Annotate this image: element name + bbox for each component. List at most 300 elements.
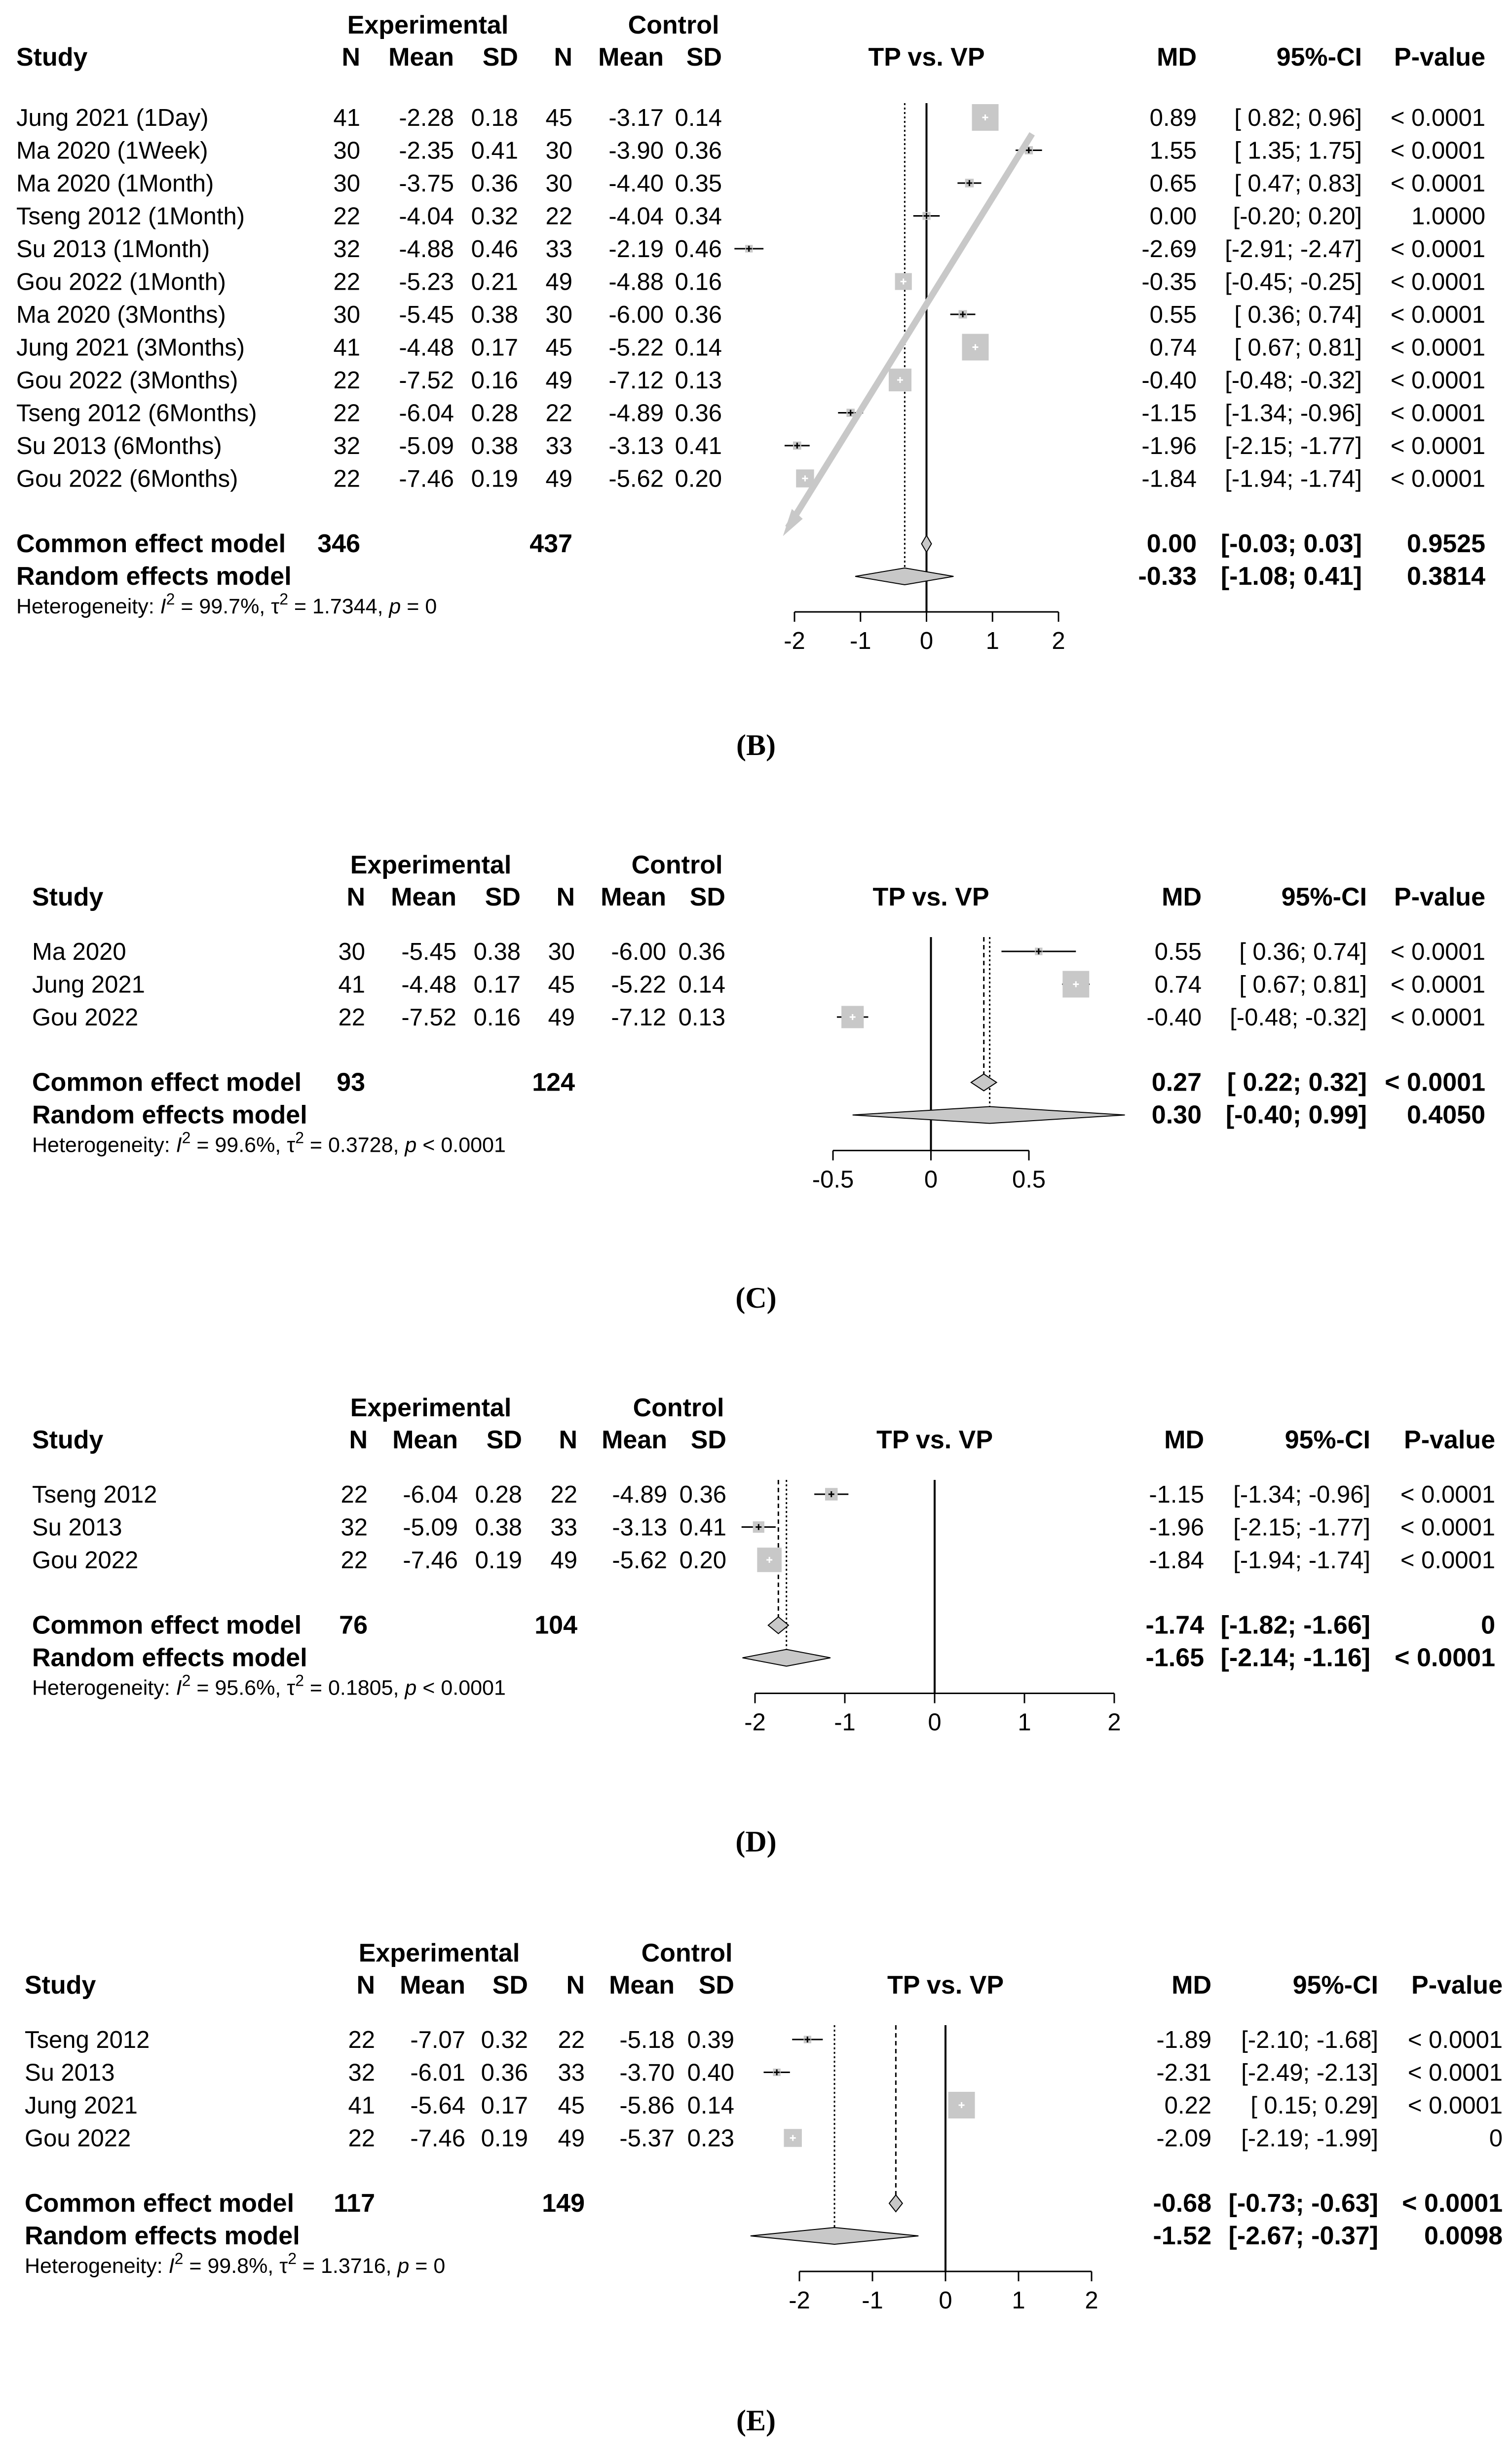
x-tick-label: 0 [919, 628, 934, 654]
ci-column-header: 95%-CI [1292, 1971, 1378, 2000]
mean-control: -5.18 [619, 2027, 675, 2053]
md-value: -1.84 [1149, 1547, 1204, 1574]
ci-value: [-2.19; -1.99] [1241, 2125, 1378, 2152]
p-value: < 0.0001 [1400, 1547, 1495, 1574]
mean-control: -7.12 [611, 1004, 666, 1031]
heterogeneity-rest2: = 1.3716, [296, 2254, 398, 2278]
sd-experimental: 0.17 [481, 2092, 528, 2119]
x-tick-label: 1 [1012, 2287, 1025, 2314]
random-ci-value: [-1.08; 0.41] [1220, 562, 1362, 591]
panel-caption: (C) [735, 1282, 777, 1314]
ci-column-header: 95%-CI [1285, 1426, 1370, 1454]
common-ci-value: [ 0.22; 0.32] [1227, 1068, 1367, 1097]
ci-value: [ 0.67; 0.81] [1234, 334, 1362, 361]
sd-control: 0.40 [687, 2059, 734, 2086]
heterogeneity-p: p [405, 1676, 417, 1700]
ci-value: [-2.15; -1.77] [1233, 1514, 1370, 1541]
forest-panel-e [25, 1939, 1503, 2314]
ci-column-header: 95%-CI [1276, 43, 1362, 72]
n-control: 30 [545, 137, 572, 164]
x-tick-label: 2 [1052, 628, 1065, 654]
random-md-value: 0.30 [1151, 1100, 1202, 1130]
random-effects-label: Random effects model [25, 2222, 300, 2250]
mean-experimental: -5.64 [410, 2092, 465, 2119]
ci-value: [ 0.82; 0.96] [1234, 105, 1362, 131]
mean-column-header: Mean [601, 883, 666, 911]
study-label: Gou 2022 [32, 1547, 139, 1574]
mean-experimental: -6.04 [399, 400, 454, 427]
md-value: -0.40 [1141, 367, 1197, 394]
mean-experimental: -4.48 [401, 971, 456, 998]
n-control: 22 [545, 203, 572, 230]
random-ci-value: [-2.14; -1.16] [1220, 1643, 1370, 1672]
study-label: Su 2013 (6Months) [16, 433, 222, 459]
md-value: 0.55 [1154, 939, 1202, 965]
md-value: -1.96 [1141, 433, 1197, 459]
common-md-value: -1.74 [1145, 1611, 1204, 1640]
random-ci-value: [-2.67; -0.37] [1228, 2222, 1378, 2250]
sd-experimental: 0.17 [473, 971, 521, 998]
mean-experimental: -5.45 [401, 939, 456, 965]
common-ci-value: [-1.82; -1.66] [1220, 1611, 1370, 1640]
sd-control: 0.20 [679, 1547, 726, 1574]
mean-control: -6.00 [611, 939, 666, 965]
sd-control: 0.36 [675, 400, 722, 427]
common-ci-value: [-0.03; 0.03] [1220, 529, 1362, 558]
n-control: 33 [545, 433, 572, 459]
heterogeneity-rest2: = 1.7344, [288, 595, 389, 618]
md-value: 0.65 [1149, 170, 1197, 197]
forest-panel-c [32, 851, 1485, 1193]
ci-value: [-1.34; -0.96] [1225, 400, 1362, 427]
mean-control: -4.89 [612, 1481, 667, 1508]
mean-column-header: Mean [598, 43, 664, 72]
control-group-header: Control [631, 851, 723, 879]
forest-panel-d [32, 1394, 1495, 1736]
random-effects-diamond [751, 2228, 918, 2244]
study-column-header: Study [32, 883, 104, 911]
md-value: -1.15 [1141, 400, 1197, 427]
sd-experimental: 0.18 [471, 105, 518, 131]
common-n-experimental: 93 [337, 1068, 365, 1097]
pvalue-column-header: P-value [1394, 43, 1485, 72]
p-value: < 0.0001 [1390, 170, 1485, 197]
n-control: 33 [545, 236, 572, 263]
n-experimental: 32 [340, 1514, 368, 1541]
panel-caption: (E) [736, 2404, 776, 2437]
common-effect-diamond [768, 1617, 789, 1634]
p-value: < 0.0001 [1390, 1004, 1485, 1031]
mean-experimental: -5.09 [403, 1514, 458, 1541]
n-experimental: 41 [333, 105, 360, 131]
ci-value: [-1.94; -1.74] [1225, 465, 1362, 492]
random-md-value: -1.65 [1145, 1643, 1204, 1672]
md-value: -0.35 [1141, 268, 1197, 296]
sd-control: 0.46 [675, 236, 722, 263]
sd-experimental: 0.36 [481, 2059, 528, 2086]
x-tick-label: -1 [834, 1709, 856, 1736]
ci-value: [ 1.35; 1.75] [1234, 137, 1362, 164]
heterogeneity-pre: Heterogeneity: [25, 2254, 169, 2278]
p-value: < 0.0001 [1407, 2059, 1503, 2086]
ci-value: [-1.94; -1.74] [1233, 1547, 1370, 1574]
n-experimental: 22 [348, 2125, 375, 2152]
common-md-value: 0.27 [1151, 1068, 1202, 1097]
sd-experimental: 0.19 [481, 2125, 528, 2152]
mean-experimental: -6.01 [410, 2059, 465, 2086]
control-group-header: Control [628, 11, 719, 39]
plot-title: TP vs. VP [872, 883, 989, 911]
heterogeneity-p: p [389, 595, 401, 618]
p-value: < 0.0001 [1390, 302, 1485, 328]
n-experimental: 22 [348, 2027, 375, 2053]
n-column-header: N [346, 883, 365, 911]
n-control: 22 [558, 2027, 585, 2053]
n-experimental: 22 [333, 465, 360, 492]
mean-control: -4.04 [608, 203, 664, 230]
common-effect-diamond [921, 535, 931, 552]
sd-experimental: 0.21 [471, 268, 518, 296]
mean-experimental: -2.28 [399, 105, 454, 131]
mean-experimental: -4.04 [399, 203, 454, 230]
heterogeneity-text [32, 1672, 506, 1700]
sd-column-header: SD [482, 43, 518, 72]
mean-control: -6.00 [608, 302, 664, 328]
mean-experimental: -7.52 [399, 367, 454, 394]
p-value: < 0.0001 [1390, 236, 1485, 263]
sd-column-header: SD [486, 1426, 522, 1454]
plot-title: TP vs. VP [868, 43, 985, 72]
heterogeneity-i2: I [176, 1133, 182, 1157]
n-experimental: 22 [333, 203, 360, 230]
sd-control: 0.36 [675, 302, 722, 328]
sd-column-header: SD [690, 1426, 726, 1454]
n-column-header: N [566, 1971, 585, 2000]
study-label: Gou 2022 (6Months) [16, 465, 238, 492]
sd-experimental: 0.38 [475, 1514, 522, 1541]
heterogeneity-tail: < 0.0001 [416, 1133, 506, 1157]
common-effect-label: Common effect model [32, 1068, 302, 1097]
heterogeneity-i2: I [160, 595, 166, 618]
study-label: Jung 2021 (1Day) [16, 105, 209, 131]
mean-control: -4.40 [608, 170, 664, 197]
ci-column-header: 95%-CI [1281, 883, 1367, 911]
x-tick-label: 0.5 [1012, 1166, 1046, 1193]
n-column-header: N [559, 1426, 577, 1454]
study-label: Ma 2020 [32, 939, 126, 965]
p-value: < 0.0001 [1390, 465, 1485, 492]
x-tick-label: -1 [862, 2287, 883, 2314]
heterogeneity-tail: = 0 [401, 595, 437, 618]
study-label: Su 2013 [32, 1514, 122, 1541]
mean-column-header: Mean [391, 883, 456, 911]
random-md-value: -0.33 [1138, 562, 1197, 591]
x-tick-label: 1 [1018, 1709, 1031, 1736]
p-value: < 0.0001 [1390, 334, 1485, 361]
heterogeneity-text [32, 1129, 506, 1157]
sd-control: 0.13 [678, 1004, 725, 1031]
n-experimental: 22 [333, 400, 360, 427]
common-ci-value: [-0.73; -0.63] [1228, 2189, 1378, 2218]
ci-value: [-0.45; -0.25] [1225, 268, 1362, 296]
common-effect-label: Common effect model [32, 1611, 302, 1640]
md-value: 0.89 [1149, 105, 1197, 131]
study-label: Su 2013 [25, 2059, 115, 2086]
experimental-group-header: Experimental [350, 851, 512, 879]
n-control: 49 [545, 367, 572, 394]
x-tick-label: 0 [928, 1709, 942, 1736]
md-value: -1.84 [1141, 465, 1197, 492]
n-experimental: 41 [348, 2092, 375, 2119]
mean-control: -3.13 [608, 433, 664, 459]
n-experimental: 41 [333, 334, 360, 361]
ci-value: [ 0.67; 0.81] [1239, 971, 1367, 998]
sd-experimental: 0.38 [473, 939, 521, 965]
n-column-header: N [349, 1426, 368, 1454]
common-n-control: 104 [534, 1611, 577, 1640]
mean-column-header: Mean [388, 43, 454, 72]
p-value: < 0.0001 [1407, 2027, 1503, 2053]
study-column-header: Study [16, 43, 88, 72]
common-n-experimental: 346 [317, 529, 360, 558]
heterogeneity-rest2: = 0.3728, [303, 1133, 405, 1157]
mean-control: -4.89 [608, 400, 664, 427]
common-md-value: 0.00 [1146, 529, 1197, 558]
mean-control: -4.88 [608, 268, 664, 296]
study-label: Gou 2022 [32, 1004, 139, 1031]
mean-experimental: -4.48 [399, 334, 454, 361]
sd-control: 0.14 [678, 971, 725, 998]
common-p-value: 0.9525 [1406, 529, 1485, 558]
heterogeneity-i2: I [176, 1676, 182, 1700]
study-label: Gou 2022 (1Month) [16, 268, 226, 296]
n-control: 49 [550, 1547, 577, 1574]
mean-experimental: -7.46 [399, 465, 454, 492]
p-value: < 0.0001 [1390, 939, 1485, 965]
md-value: 0.00 [1149, 203, 1197, 230]
n-control: 49 [545, 465, 572, 492]
random-effects-diamond [855, 568, 953, 585]
heterogeneity-i2: I [168, 2254, 175, 2278]
md-value: 1.55 [1149, 137, 1197, 164]
n-experimental: 41 [338, 971, 365, 998]
random-effects-diamond [853, 1107, 1125, 1124]
md-value: -0.40 [1146, 1004, 1202, 1031]
x-tick-label: -2 [789, 2287, 810, 2314]
mean-control: -3.17 [608, 105, 664, 131]
plot-title: TP vs. VP [876, 1426, 993, 1454]
study-label: Ma 2020 (1Month) [16, 170, 214, 197]
common-effect-label: Common effect model [16, 529, 286, 558]
study-label: Jung 2021 [32, 971, 145, 998]
md-value: -2.31 [1156, 2059, 1211, 2086]
x-tick-label: 2 [1107, 1709, 1121, 1736]
md-value: -1.89 [1156, 2027, 1211, 2053]
study-label: Jung 2021 (3Months) [16, 334, 245, 361]
n-experimental: 30 [333, 302, 360, 328]
ci-value: [ 0.36; 0.74] [1239, 939, 1367, 965]
n-control: 45 [545, 334, 572, 361]
pvalue-column-header: P-value [1404, 1426, 1495, 1454]
x-tick-label: -0.5 [812, 1166, 854, 1193]
study-label: Gou 2022 [25, 2125, 131, 2152]
experimental-group-header: Experimental [350, 1394, 512, 1422]
sd-control: 0.39 [687, 2027, 734, 2053]
mean-control: -5.62 [608, 465, 664, 492]
heterogeneity-p: p [405, 1133, 417, 1157]
heterogeneity-sup2: 2 [295, 1671, 304, 1690]
panel-caption: (D) [735, 1825, 777, 1858]
sd-control: 0.36 [675, 137, 722, 164]
heterogeneity-pre: Heterogeneity: [32, 1676, 176, 1700]
heterogeneity-tail: < 0.0001 [416, 1676, 506, 1700]
ci-value: [-2.15; -1.77] [1225, 433, 1362, 459]
x-tick-label: -1 [849, 628, 871, 654]
sd-control: 0.41 [679, 1514, 726, 1541]
sd-experimental: 0.38 [471, 433, 518, 459]
ci-value: [ 0.36; 0.74] [1234, 302, 1362, 328]
sd-experimental: 0.32 [481, 2027, 528, 2053]
mean-experimental: -7.46 [403, 1547, 458, 1574]
n-experimental: 32 [333, 236, 360, 263]
sd-experimental: 0.19 [475, 1547, 522, 1574]
md-column-header: MD [1164, 1426, 1204, 1454]
n-control: 49 [545, 268, 572, 296]
mean-control: -2.19 [608, 236, 664, 263]
n-experimental: 32 [333, 433, 360, 459]
study-label: Su 2013 (1Month) [16, 236, 210, 263]
common-effect-diamond [971, 1074, 997, 1091]
plot-title: TP vs. VP [887, 1971, 1004, 2000]
p-value: < 0.0001 [1390, 367, 1485, 394]
ci-value: [-0.48; -0.32] [1225, 367, 1362, 394]
heterogeneity-sup: 2 [182, 1671, 191, 1690]
random-p-value: < 0.0001 [1395, 1643, 1495, 1672]
mean-column-header: Mean [609, 1971, 675, 2000]
random-effects-label: Random effects model [16, 562, 292, 591]
mean-column-header: Mean [400, 1971, 465, 2000]
md-value: 0.55 [1149, 302, 1197, 328]
heterogeneity-text [25, 2250, 445, 2278]
forest-panel-b [16, 11, 1485, 654]
md-value: -2.09 [1156, 2125, 1211, 2152]
p-value: < 0.0001 [1407, 2092, 1503, 2119]
mean-control: -5.22 [611, 971, 666, 998]
common-p-value: < 0.0001 [1402, 2189, 1503, 2218]
p-value: < 0.0001 [1400, 1514, 1495, 1541]
n-experimental: 22 [340, 1547, 368, 1574]
panel-caption: (B) [736, 729, 776, 761]
common-n-control: 149 [542, 2189, 585, 2218]
study-column-header: Study [32, 1426, 104, 1454]
study-label: Tseng 2012 [32, 1481, 157, 1508]
heterogeneity-pre: Heterogeneity: [32, 1133, 176, 1157]
n-control: 22 [545, 400, 572, 427]
mean-experimental: -7.07 [410, 2027, 465, 2053]
mean-control: -5.86 [619, 2092, 675, 2119]
common-p-value: 0 [1481, 1611, 1495, 1640]
ci-value: [-0.20; 0.20] [1233, 203, 1362, 230]
n-control: 33 [550, 1514, 577, 1541]
md-column-header: MD [1172, 1971, 1211, 2000]
mean-control: -3.90 [608, 137, 664, 164]
study-label: Ma 2020 (3Months) [16, 302, 226, 328]
study-label: Gou 2022 (3Months) [16, 367, 238, 394]
random-p-value: 0.3814 [1406, 562, 1485, 591]
sd-control: 0.14 [675, 334, 722, 361]
n-control: 45 [545, 105, 572, 131]
heterogeneity-tail: = 0 [409, 2254, 446, 2278]
n-control: 30 [548, 939, 575, 965]
mean-column-header: Mean [602, 1426, 667, 1454]
n-experimental: 22 [340, 1481, 368, 1508]
n-control: 45 [558, 2092, 585, 2119]
mean-control: -3.13 [612, 1514, 667, 1541]
sd-control: 0.35 [675, 170, 722, 197]
n-control: 30 [545, 170, 572, 197]
n-experimental: 32 [348, 2059, 375, 2086]
n-control: 45 [548, 971, 575, 998]
ci-value: [-0.48; -0.32] [1230, 1004, 1367, 1031]
study-label: Tseng 2012 (6Months) [16, 400, 257, 427]
mean-experimental: -6.04 [403, 1481, 458, 1508]
p-value: < 0.0001 [1400, 1481, 1495, 1508]
mean-experimental: -7.52 [401, 1004, 456, 1031]
common-n-experimental: 76 [339, 1611, 368, 1640]
mean-experimental: -5.45 [399, 302, 454, 328]
mean-control: -3.70 [619, 2059, 675, 2086]
mean-experimental: -5.23 [399, 268, 454, 296]
mean-experimental: -7.46 [410, 2125, 465, 2152]
random-effects-diamond [743, 1650, 831, 1666]
heterogeneity-sup2: 2 [279, 590, 288, 608]
random-effects-label: Random effects model [32, 1100, 307, 1130]
n-experimental: 30 [333, 137, 360, 164]
n-experimental: 22 [333, 367, 360, 394]
mean-control: -5.62 [612, 1547, 667, 1574]
p-value: < 0.0001 [1390, 137, 1485, 164]
sd-control: 0.14 [675, 105, 722, 131]
sd-experimental: 0.16 [471, 367, 518, 394]
heterogeneity-p: p [397, 2254, 410, 2278]
sd-experimental: 0.41 [471, 137, 518, 164]
common-effect-label: Common effect model [25, 2189, 295, 2218]
sd-column-header: SD [686, 43, 722, 72]
heterogeneity-pre: Heterogeneity: [16, 595, 160, 618]
md-value: 0.22 [1164, 2092, 1211, 2119]
sd-column-header: SD [492, 1971, 528, 2000]
p-value: < 0.0001 [1390, 433, 1485, 459]
n-experimental: 22 [333, 268, 360, 296]
sd-experimental: 0.17 [471, 334, 518, 361]
n-control: 30 [545, 302, 572, 328]
sd-experimental: 0.36 [471, 170, 518, 197]
md-column-header: MD [1157, 43, 1197, 72]
ci-value: [-2.91; -2.47] [1225, 236, 1362, 263]
p-value: < 0.0001 [1390, 105, 1485, 131]
p-value: < 0.0001 [1390, 971, 1485, 998]
x-tick-label: 0 [924, 1166, 938, 1193]
heterogeneity-rest: = 99.8%, τ [183, 2254, 288, 2278]
md-value: -1.96 [1149, 1514, 1204, 1541]
x-tick-label: -2 [744, 1709, 766, 1736]
sd-control: 0.13 [675, 367, 722, 394]
sd-control: 0.23 [687, 2125, 734, 2152]
sd-control: 0.36 [679, 1481, 726, 1508]
pvalue-column-header: P-value [1411, 1971, 1503, 2000]
x-tick-label: -2 [784, 628, 805, 654]
common-effect-diamond [889, 2195, 903, 2212]
